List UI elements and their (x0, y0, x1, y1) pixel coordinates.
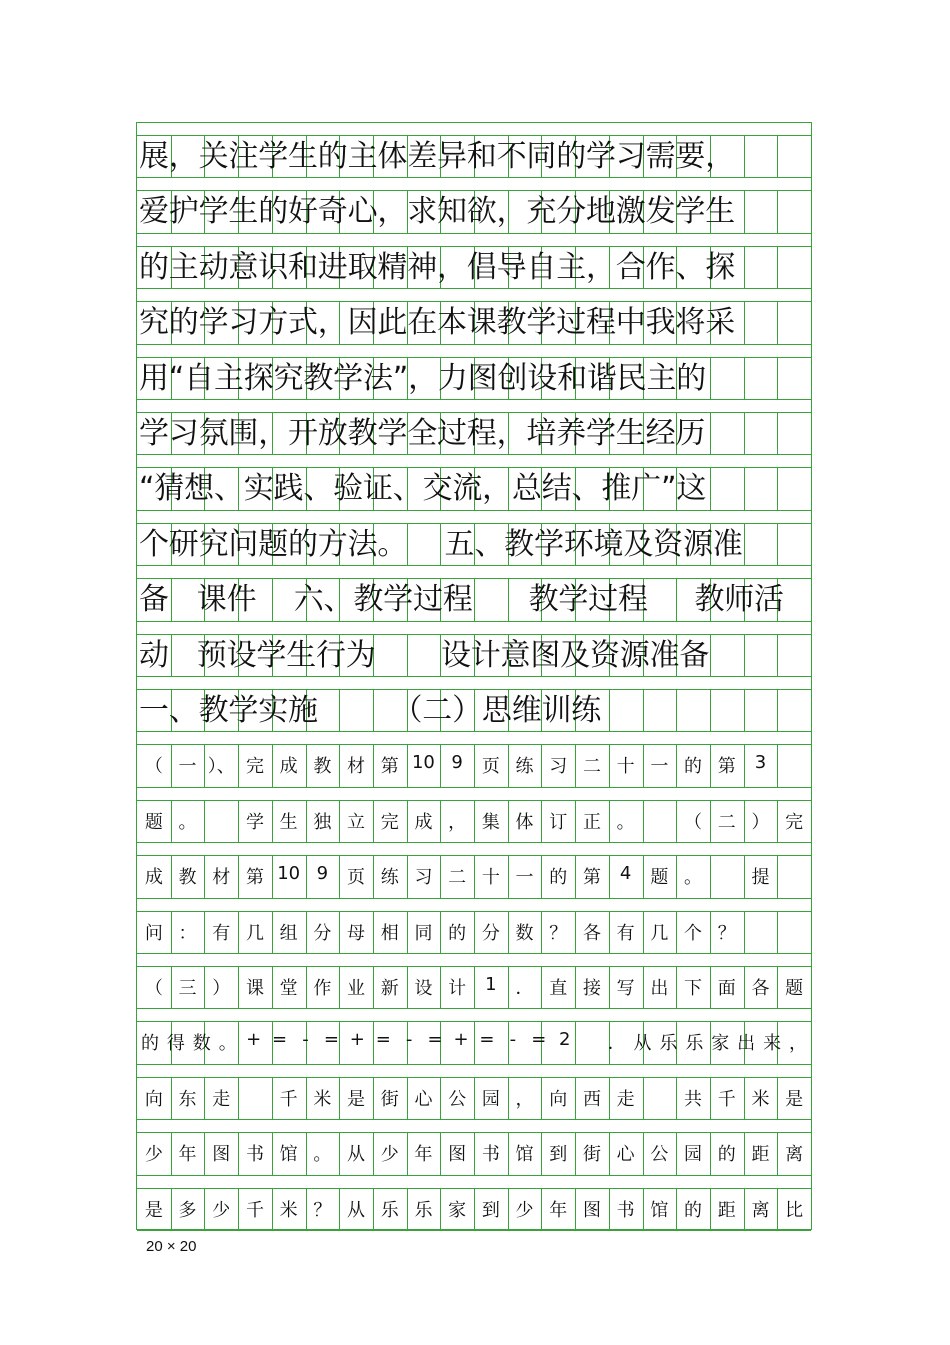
grid-cell-char: 家 (448, 1199, 467, 1221)
grid-cell-char: 有 (616, 922, 635, 944)
grid-cell-char: 离 (751, 1199, 770, 1221)
grid-row (137, 345, 811, 400)
grid-cell-char: 9 (316, 863, 329, 885)
grid-cell-char: 计 (448, 978, 467, 999)
grid-cell-char: 馆 (279, 1144, 298, 1166)
grid-row (137, 1120, 811, 1175)
grid-row (137, 123, 811, 178)
grid-cell-char: 10 (411, 752, 435, 774)
grid-cell-char: ） (751, 811, 770, 833)
grid-cell-char: 是 (347, 1088, 366, 1110)
grid-cell-char: 2 (559, 1029, 571, 1051)
grid-cell-char: = (427, 1029, 443, 1051)
grid-cell-char: 下 (684, 978, 703, 999)
grid-cell-char: ）、 (207, 756, 235, 778)
grid-cell-char: 直 (549, 978, 568, 999)
grid-cell-char: ？ (313, 1199, 332, 1221)
grid-cell-char: 各 (582, 922, 601, 944)
grid-row (137, 511, 811, 566)
grid-cell-char: + (349, 1029, 365, 1051)
grid-cell-char: 习 (414, 867, 433, 889)
grid-cell-char: 作 (313, 978, 332, 999)
grid-cell-char: 距 (751, 1144, 770, 1166)
grid-cell-char: 独 (313, 811, 332, 833)
grid-cell-char: 向 (549, 1088, 568, 1110)
grid-cell-char: 几 (245, 922, 264, 944)
grid-cell-char: 年 (414, 1144, 433, 1166)
grid-cell-char: ． (607, 1033, 626, 1055)
grid-cell-char: = (531, 1029, 547, 1051)
grid-cell-char: 公 (650, 1144, 669, 1166)
grid-cell-char: - (509, 1029, 517, 1051)
grid-cell-char: 9 (451, 752, 463, 774)
grid-row (137, 289, 811, 344)
grid-row (137, 899, 811, 954)
grid-cell-char: 页 (481, 756, 500, 778)
text-line: 爱护学生的好奇心，求知欲，充分地激发学生 (139, 194, 735, 230)
grid-cell-char: 集 (481, 811, 500, 833)
grid-cell-char: 4 (619, 863, 632, 885)
grid-cell-char: ？ (549, 922, 568, 944)
grid-cell-char: 有 (212, 922, 231, 944)
grid-cell-char: 成 (414, 811, 433, 833)
grid-cell-char: 年 (178, 1144, 197, 1166)
grid-cell-char: 乐 (414, 1199, 433, 1221)
grid-cell-char: 面 (717, 978, 736, 999)
grid-cell-char: 立 (347, 811, 366, 833)
grid-cell-char: 相 (380, 922, 399, 944)
grid-paper (136, 122, 812, 1230)
grid-cell-char: 材 (212, 867, 231, 889)
grid-cell-char: 得 (166, 1033, 185, 1055)
grid-cell-char: 西 (582, 1088, 601, 1110)
grid-row (137, 843, 811, 898)
grid-cell-char: 一 (650, 756, 669, 778)
text-line: 动 预设学生行为 设计意图及资源准备 (139, 637, 710, 673)
grid-cell-char: ， (789, 1033, 808, 1055)
grid-cell-char: 个 (684, 922, 703, 944)
grid-cell-char: 数 (515, 922, 534, 944)
grid-row (137, 178, 811, 233)
grid-cell-char: 书 (245, 1144, 264, 1166)
grid-cell-char: 的 (684, 756, 703, 778)
text-line: 用“自主探究教学法”，力图创设和谐民主的 (139, 360, 707, 396)
grid-cell-char: 课 (245, 978, 264, 999)
grid-cell-char: 分 (481, 922, 500, 944)
grid-cell-char: 公 (448, 1088, 467, 1110)
grid-cell-char: 到 (481, 1199, 500, 1221)
grid-cell-char: 乐 (685, 1033, 704, 1055)
grid-cell-char: 。 (178, 811, 197, 833)
grid-cell-char: 体 (515, 811, 534, 833)
grid-cell-char: 成 (144, 867, 163, 889)
grid-cell-char: 少 (515, 1199, 534, 1221)
grid-cell-char: ） (212, 978, 231, 999)
grid-cell-char: 题 (650, 867, 669, 889)
grid-cell-char: 从 (633, 1033, 652, 1055)
grid-cell-char: 第 (245, 867, 264, 889)
grid-cell-char: 图 (582, 1199, 601, 1221)
grid-cell-char: 。 (616, 811, 635, 833)
grid-cell-char: 1 (485, 974, 497, 995)
grid-cell-char: 10 (277, 863, 301, 885)
grid-cell-char: 数 (192, 1033, 211, 1055)
text-line: 备 课件 六、教学过程 教学过程 教师活 (139, 582, 784, 618)
grid-cell-char: 出 (650, 978, 669, 999)
grid-cell-char: 分 (313, 922, 332, 944)
grid-cell-char: （ (684, 811, 703, 833)
grid-cell-char: 题 (144, 811, 163, 833)
grid-cell-char: 少 (144, 1144, 163, 1166)
grid-cell-char: 学 (245, 811, 264, 833)
grid-cell-char: 乐 (380, 1199, 399, 1221)
grid-cell-char: ： (178, 922, 197, 944)
grid-cell-char: 米 (313, 1088, 332, 1110)
grid-cell-char: 千 (245, 1199, 264, 1221)
grid-cell-char: 完 (245, 756, 264, 778)
grid-cell-char: 出 (737, 1033, 756, 1055)
grid-cell-char: 订 (549, 811, 568, 833)
grid-cell-char: 堂 (279, 978, 298, 999)
grid-cell-char: 生 (279, 811, 298, 833)
grid-cell-char: 页 (347, 867, 366, 889)
grid-cell-char: 新 (380, 978, 399, 999)
grid-cell-char: ？ (717, 922, 736, 944)
grid-cell-char: 几 (650, 922, 669, 944)
grid-cell-char: 二 (448, 867, 467, 889)
grid-cell-char: 书 (616, 1199, 635, 1221)
grid-row (137, 455, 811, 510)
grid-cell-char: 3 (754, 752, 767, 774)
grid-cell-char: 的 (717, 1144, 736, 1166)
grid-cell-char: 来 (763, 1033, 782, 1055)
grid-cell-char: 共 (684, 1088, 703, 1110)
grid-cell-char: 到 (549, 1144, 568, 1166)
grid-cell-char: 三 (178, 978, 197, 999)
grid-cell-char: 问 (144, 922, 163, 944)
grid-cell-char: = (272, 1029, 288, 1051)
grid-cell-char: 千 (279, 1088, 298, 1110)
grid-cell-char: 练 (515, 756, 534, 778)
grid-row (137, 566, 811, 621)
grid-cell-char: 二 (717, 811, 736, 833)
grid-cell-char: 园 (684, 1144, 703, 1166)
grid-cell-char: 乐 (659, 1033, 678, 1055)
grid-cell-char: 提 (751, 867, 770, 889)
grid-cell-char: 家 (711, 1033, 730, 1055)
grid-cell-char: + (246, 1029, 262, 1051)
grid-cell-char: 组 (279, 922, 298, 944)
grid-cell-char: 正 (582, 811, 601, 833)
grid-cell-char: 书 (481, 1144, 500, 1166)
grid-cell-char: 。 (218, 1033, 237, 1055)
grid-cell-char: 心 (616, 1144, 635, 1166)
grid-cell-char: 离 (785, 1144, 804, 1166)
grid-cell-char: 距 (717, 1199, 736, 1221)
grid-cell-char: 。 (313, 1144, 332, 1166)
grid-cell-char: 十 (481, 867, 500, 889)
text-line: 的主动意识和进取精神，倡导自主，合作、探 (139, 249, 735, 285)
grid-cell-char: 东 (178, 1088, 197, 1110)
grid-cell-char: 题 (785, 978, 804, 999)
grid-cell-char: 完 (785, 811, 804, 833)
grid-cell-char: = (375, 1029, 391, 1051)
grid-cell-char: 的 (448, 922, 467, 944)
text-line: 究的学习方式，因此在本课教学过程中我将采 (139, 305, 735, 341)
grid-cell-char: 多 (178, 1199, 197, 1221)
grid-cell-char: 一 (178, 756, 197, 778)
grid-cell-char: 完 (380, 811, 399, 833)
grid-cell-char: 业 (347, 978, 366, 999)
grid-cell-char: 写 (616, 978, 635, 999)
grid-cell-char: 比 (785, 1199, 804, 1221)
grid-cell-char: 米 (279, 1199, 298, 1221)
grid-cell-char: - (302, 1029, 309, 1051)
grid-size-label: 20 × 20 (146, 1238, 197, 1255)
grid-row (137, 954, 811, 1009)
grid-row (137, 234, 811, 289)
grid-cell-char: 的 (140, 1033, 159, 1055)
grid-cell-char: 馆 (650, 1199, 669, 1221)
grid-cell-char: = (323, 1029, 339, 1051)
grid-row (137, 677, 811, 732)
grid-cell-char: 第 (582, 867, 601, 889)
grid-cell-char: 习 (549, 756, 568, 778)
grid-cell-char: 从 (347, 1199, 366, 1221)
grid-cell-char: 是 (785, 1088, 804, 1110)
grid-row (137, 400, 811, 455)
grid-cell-char: 各 (751, 978, 770, 999)
grid-cell-char: ． (515, 978, 534, 999)
grid-row (137, 622, 811, 677)
grid-cell-char: 年 (549, 1199, 568, 1221)
text-line: 学习氛围，开放教学全过程，培养学生经历 (139, 416, 706, 451)
grid-cell-char: 千 (717, 1088, 736, 1110)
grid-cell-char: 二 (582, 756, 601, 778)
grid-cell-char: 从 (347, 1144, 366, 1166)
grid-cell-char: 教 (313, 756, 332, 778)
grid-cell-char: - (405, 1029, 413, 1051)
grid-cell-char: 成 (279, 756, 298, 778)
grid-cell-char: 教 (178, 867, 197, 889)
grid-cell-char: 第 (380, 756, 399, 778)
text-line: “猜想、实践、验证、交流，总结、推广”这 (139, 471, 707, 507)
grid-cell-char: 设 (414, 978, 433, 999)
grid-cell-char: 米 (751, 1088, 770, 1110)
grid-cell-char: = (479, 1029, 495, 1051)
grid-row (137, 1009, 811, 1064)
text-line: 个研究问题的方法。 五、教学环境及资源准 (139, 526, 743, 562)
grid-cell-char: 走 (616, 1088, 635, 1110)
grid-row (137, 1065, 811, 1120)
grid-cell-char: 图 (448, 1144, 467, 1166)
grid-row (137, 1176, 811, 1231)
grid-cell-char: 是 (144, 1199, 163, 1221)
grid-cell-char: 馆 (515, 1144, 534, 1166)
grid-cell-char: 十 (616, 756, 635, 778)
grid-row (137, 732, 811, 787)
grid-cell-char: 第 (717, 756, 736, 778)
grid-cell-char: 街 (380, 1088, 399, 1110)
grid-cell-char: 图 (212, 1144, 231, 1166)
grid-cell-char: + (453, 1029, 469, 1051)
grid-cell-char: 。 (684, 867, 703, 889)
grid-cell-char: （ (144, 978, 163, 999)
grid-cell-char: （ (144, 756, 163, 778)
grid-cell-char: 园 (481, 1088, 500, 1110)
grid-cell-char: 心 (414, 1088, 433, 1110)
text-line: 一、教学实施 （二）思维训练 (139, 693, 602, 728)
grid-cell-char: ， (515, 1088, 534, 1110)
grid-cell-char: 向 (144, 1088, 163, 1110)
grid-cell-char: 走 (212, 1088, 231, 1110)
grid-cell-char: 同 (414, 922, 433, 944)
grid-cell-char: 的 (549, 867, 568, 889)
grid-cell-char: 少 (380, 1144, 399, 1166)
grid-cell-char: 的 (684, 1199, 703, 1221)
grid-cell-char: 一 (515, 867, 534, 889)
grid-cell-char: 材 (347, 756, 366, 778)
grid-cell-char: ， (448, 811, 467, 833)
grid-cell-char: 接 (582, 978, 601, 999)
text-line: 展，关注学生的主体差异和不同的学习需要， (139, 139, 735, 174)
grid-cell-char: 少 (212, 1199, 231, 1221)
grid-cell-char: 母 (347, 922, 366, 944)
grid-cell-char: 练 (380, 867, 399, 889)
grid-row (137, 788, 811, 843)
grid-cell-char: 街 (582, 1144, 601, 1166)
